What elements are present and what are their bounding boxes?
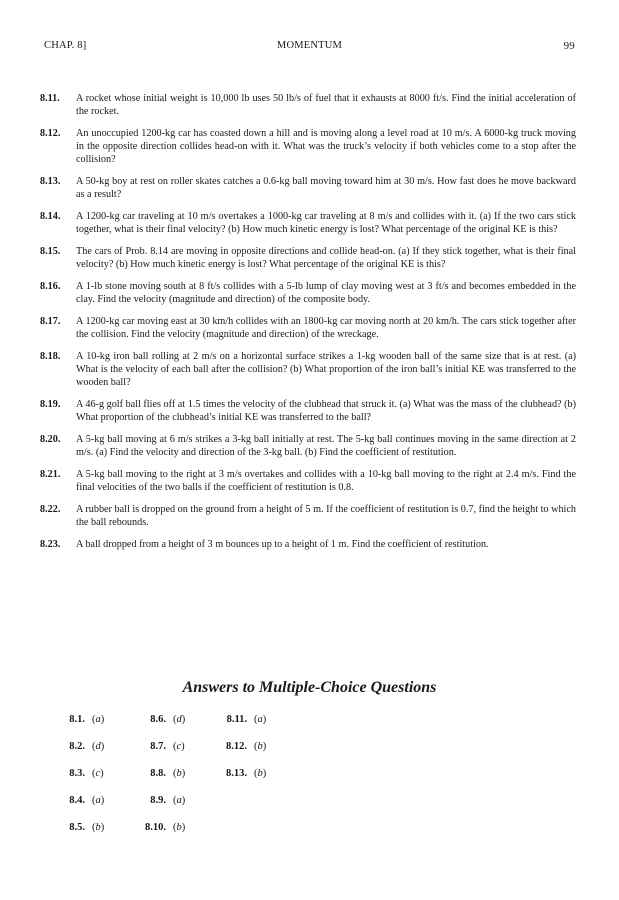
running-title: MOMENTUM [276,40,343,51]
answer-row [50,822,293,849]
answer-row [50,714,293,741]
answer-entry [50,741,131,752]
problem-item [40,315,576,341]
answer-choice: (d) [92,741,105,752]
answer-number: 8.9. [150,795,166,806]
page-number: 99 [563,40,575,52]
answer-number: 8.10. [145,822,166,833]
problem-text: A rubber ball is dropped on the ground from a height of 5 m. If the coefficient of restitution is 0.7, find the height to which the ball rebounds. [76,504,576,528]
problem-item [40,92,576,118]
answer-letter: b [257,768,263,779]
answer-entry [131,795,212,806]
answer-entry [212,714,293,725]
answer-choice: (a) [254,714,267,725]
answer-choice: (d) [173,714,186,725]
answer-letter: b [257,741,263,752]
answer-row [50,795,293,822]
answer-choice: (b) [173,822,186,833]
problem-item [40,280,576,306]
answer-letter: a [257,714,263,725]
problem-text: A 5-kg ball moving to the right at 3 m/s overtakes and collides with a 10-kg ball moving to the right at 2.4 m/s. Find the final velocities of the two balls if the coefficient of restitution is 0.8. [76,469,576,493]
answer-row [50,768,293,795]
answer-letter: c [95,768,101,779]
problem-item [40,245,576,271]
problem-text: A ball dropped from a height of 3 m bounces up to a height of 1 m. Find the coefficient of restitution. [76,539,489,550]
answer-table [50,714,293,849]
answer-letter: a [95,795,101,806]
problem-text: The cars of Prob. 8.14 are moving in opposite directions and collide head-on. (a) If they stick together, what is their final velocity? (b) How much kinetic energy is lost? What percentage of the original KE is this? [76,246,576,270]
problem-number: 8.14. [40,211,61,222]
answer-letter: b [95,822,101,833]
answer-number: 8.2. [69,741,85,752]
problem-text: A 5-kg ball moving at 6 m/s strikes a 3-kg ball initially at rest. The 5-kg ball continues moving in the same direction at 2 m/s. (a) Find the velocity and direction of the 3-kg ball. (b) Find the coefficient of restitution. [76,434,576,458]
problem-number: 8.22. [40,504,61,515]
answer-number: 8.12. [226,741,247,752]
problem-item [40,398,576,424]
answer-letter: a [95,714,101,725]
problem-number: 8.13. [40,176,61,187]
answer-letter: a [176,795,182,806]
problem-item [40,538,576,551]
problem-item [40,175,576,201]
problem-text: A 10-kg iron ball rolling at 2 m/s on a horizontal surface strikes a 1-kg wooden ball of the same size that is at rest. (a) What is the velocity of each ball after the collision? (b) What proportion of the iron ball’s initial KE was transferred to the wooden ball? [76,351,576,388]
answer-entry [50,822,131,833]
problem-item [40,210,576,236]
answer-letter: b [176,768,182,779]
answer-choice: (a) [173,795,186,806]
problem-number: 8.12. [40,128,61,139]
answer-number: 8.13. [226,768,247,779]
problem-item [40,433,576,459]
answer-letter: c [176,741,182,752]
problem-text: A rocket whose initial weight is 10,000 lb uses 50 lb/s of fuel that it exhausts at 8000 ft/s. Find the initial acceleration of the rocket. [76,93,576,117]
answer-number: 8.1. [69,714,85,725]
answer-choice: (a) [92,795,105,806]
answer-number: 8.4. [69,795,85,806]
problem-item [40,127,576,166]
problem-number: 8.15. [40,246,61,257]
answer-entry [131,822,212,833]
problem-number: 8.19. [40,399,61,410]
problem-item [40,503,576,529]
answer-entry [212,768,293,779]
chapter-label: CHAP. 8] [44,40,87,51]
answer-choice: (c) [173,741,185,752]
answer-choice: (b) [173,768,186,779]
problem-text: An unoccupied 1200-kg car has coasted down a hill and is moving along a level road at 10 m/s. A 6000-kg truck moving in the opposite direction collides head-on with it. What was the truck’s velocity if both vehicles come to a stop after the collision? [76,128,576,165]
answers-heading: Answers to Multiple-Choice Questions [182,679,437,696]
answer-choice: (b) [254,741,267,752]
answer-choice: (c) [92,768,104,779]
problem-text: A 50-kg boy at rest on roller skates catches a 0.6-kg ball moving toward him at 30 m/s. How fast does he move backward as a result? [76,176,576,200]
problem-text: A 1200-kg car traveling at 10 m/s overtakes a 1000-kg car traveling at 8 m/s and collides with it. (a) If the two cars stick together, what is their final velocity? (b) How much kinetic energy is lost? What percentage of the original KE is this? [76,211,576,235]
answer-number: 8.11. [226,714,247,725]
problem-number: 8.16. [40,281,61,292]
answer-entry [131,741,212,752]
problem-number: 8.21. [40,469,61,480]
problem-number: 8.20. [40,434,61,445]
answer-number: 8.5. [69,822,85,833]
answer-entry [212,741,293,752]
answer-number: 8.6. [150,714,166,725]
answer-entry [50,795,131,806]
answer-choice: (a) [92,714,105,725]
problem-text: A 46-g golf ball flies off at 1.5 times the velocity of the clubhead that struck it. (a) What was the mass of the clubhead? (b) What proportion of the clubhead’s initial KE was transferred to the ball? [76,399,576,423]
answer-letter: d [176,714,182,725]
answer-entry [50,714,131,725]
problem-item [40,468,576,494]
answer-row [50,741,293,768]
problem-number: 8.11. [40,93,60,104]
answer-choice: (b) [92,822,105,833]
answer-choice: (b) [254,768,267,779]
answer-entry [50,768,131,779]
problem-number: 8.18. [40,351,61,362]
answer-number: 8.7. [150,741,166,752]
problem-text: A 1200-kg car moving east at 30 km/h collides with an 1800-kg car moving north at 20 km/h. The cars stick together after the collision. Find the velocity (magnitude and direction) of the wreckage. [76,316,576,340]
problem-number: 8.23. [40,539,61,550]
answer-letter: d [95,741,101,752]
answer-number: 8.8. [150,768,166,779]
problem-number: 8.17. [40,316,61,327]
problem-text: A 1-lb stone moving south at 8 ft/s collides with a 5-lb lump of clay moving west at 3 ft/s and becomes embedded in the clay. Find the velocity (magnitude and direction) of the composite body. [76,281,576,305]
problem-list [40,92,576,560]
answer-entry [131,714,212,725]
answer-entry [131,768,212,779]
problem-item [40,350,576,389]
page-header [44,40,575,56]
answer-number: 8.3. [69,768,85,779]
answer-letter: b [176,822,182,833]
